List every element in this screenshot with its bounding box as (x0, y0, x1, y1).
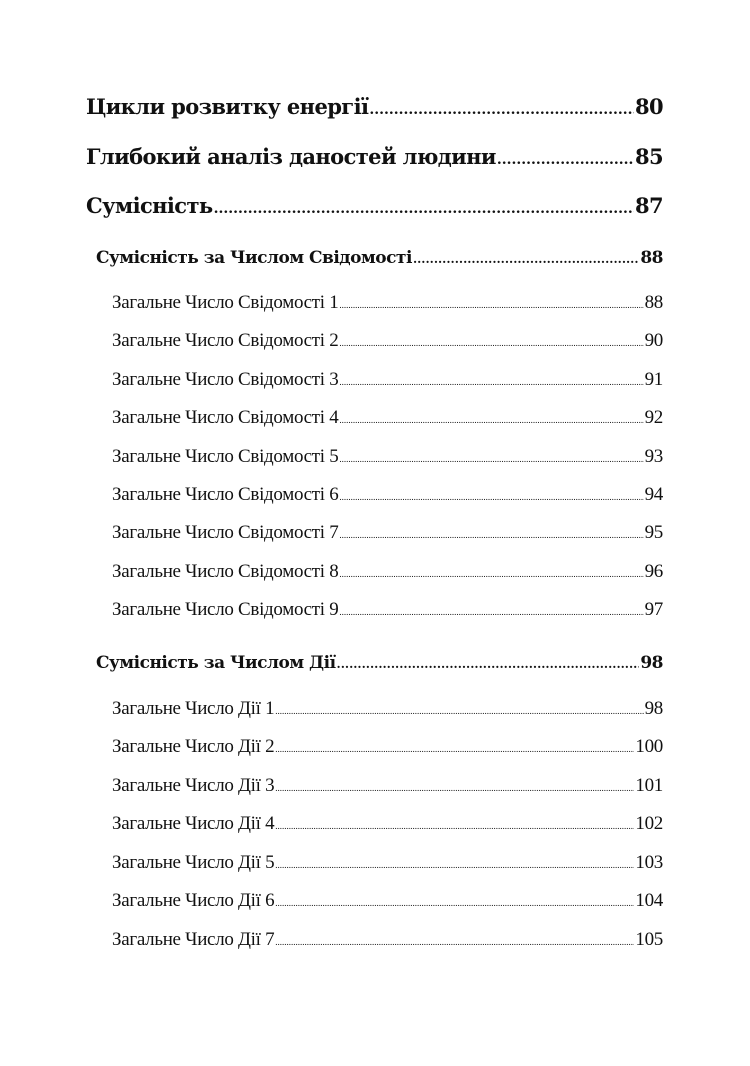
toc-entry-page: 88 (644, 292, 663, 313)
dot-leader (339, 377, 643, 387)
toc-entry-page: 98 (640, 653, 663, 673)
dot-leader (413, 252, 639, 266)
toc-entry-item[interactable] (112, 561, 663, 583)
toc-entry-page: 93 (644, 446, 663, 467)
dot-leader (275, 706, 643, 716)
toc-entry-item[interactable] (112, 698, 663, 720)
dot-leader (339, 415, 643, 425)
toc-entry-item[interactable] (112, 330, 663, 352)
dot-leader (339, 338, 643, 348)
dot-leader (339, 300, 643, 310)
toc-entry-item[interactable] (112, 446, 663, 468)
toc-entry-title: Сумісність за Числом Свідомості (96, 248, 412, 268)
toc-entry-title: Загальне Число Дії 2 (112, 736, 275, 757)
toc-entry-page: 98 (644, 698, 663, 719)
toc-entry-chapter[interactable] (86, 193, 663, 218)
toc-entry-item[interactable] (112, 813, 663, 835)
dot-leader (275, 937, 634, 947)
toc-entry-title: Цикли розвитку енергії (86, 94, 369, 119)
toc-entry-item[interactable] (112, 890, 663, 912)
toc-entry-title: Загальне Число Дії 1 (112, 698, 275, 719)
toc-entry-title: Загальне Число Свідомості 7 (112, 522, 339, 543)
dot-leader (339, 569, 643, 579)
dot-leader (337, 657, 640, 671)
toc-entry-page: 97 (644, 599, 663, 620)
dot-leader (369, 102, 634, 118)
toc-entry-page: 105 (635, 929, 663, 950)
dot-leader (275, 783, 634, 793)
toc-entry-page: 85 (634, 144, 663, 169)
dot-leader (275, 860, 634, 870)
toc-entry-page: 87 (634, 193, 663, 218)
toc-entry-page: 100 (635, 736, 663, 757)
toc-entry-title: Загальне Число Свідомості 5 (112, 446, 339, 467)
toc-entry-page: 94 (644, 484, 663, 505)
toc-entry-item[interactable] (112, 852, 663, 874)
dot-leader (339, 530, 643, 540)
toc-entry-page: 104 (635, 890, 663, 911)
toc-entry-item[interactable] (112, 369, 663, 391)
toc-entry-title: Загальне Число Свідомості 2 (112, 330, 339, 351)
toc-entry-title: Сумісність за Числом Дії (96, 653, 336, 673)
toc-entry-page: 103 (635, 852, 663, 873)
toc-entry-item[interactable] (112, 407, 663, 429)
toc-entry-chapter[interactable] (86, 94, 663, 119)
toc-entry-page: 101 (635, 775, 663, 796)
toc-entry-item[interactable] (112, 736, 663, 758)
toc-entry-title: Загальне Число Свідомості 1 (112, 292, 339, 313)
toc-entry-item[interactable] (112, 599, 663, 621)
toc-entry-title: Глибокий аналіз даностей людини (86, 144, 496, 169)
toc-entry-page: 91 (644, 369, 663, 390)
toc-entry-title: Загальне Число Дії 5 (112, 852, 275, 873)
dot-leader (339, 492, 643, 502)
dot-leader (275, 821, 634, 831)
toc-entry-section[interactable] (96, 653, 663, 673)
toc-entry-page: 96 (644, 561, 663, 582)
toc-entry-item[interactable] (112, 484, 663, 506)
toc-entry-title: Загальне Число Свідомості 9 (112, 599, 339, 620)
toc-entry-page: 102 (635, 813, 663, 834)
toc-entry-section[interactable] (96, 248, 663, 268)
toc-entry-title: Загальне Число Дії 7 (112, 929, 275, 950)
toc-entry-page: 95 (644, 522, 663, 543)
toc-entry-title: Загальне Число Свідомості 8 (112, 561, 339, 582)
toc-entry-title: Загальне Число Дії 3 (112, 775, 275, 796)
toc-entry-title: Сумісність (86, 193, 213, 218)
toc-entry-chapter[interactable] (86, 144, 663, 169)
toc-entry-title: Загальне Число Дії 4 (112, 813, 275, 834)
toc-entry-page: 80 (634, 94, 663, 119)
dot-leader (275, 744, 634, 754)
dot-leader (339, 454, 643, 464)
toc-entry-title: Загальне Число Дії 6 (112, 890, 275, 911)
toc-entry-title: Загальне Число Свідомості 4 (112, 407, 339, 428)
dot-leader (275, 898, 634, 908)
toc-entry-item[interactable] (112, 775, 663, 797)
toc-entry-page: 88 (640, 248, 663, 268)
toc-entry-page: 92 (644, 407, 663, 428)
toc-entry-item[interactable] (112, 292, 663, 314)
toc-entry-item[interactable] (112, 522, 663, 544)
toc-entry-title: Загальне Число Свідомості 6 (112, 484, 339, 505)
dot-leader (339, 607, 643, 617)
toc-entry-page: 90 (644, 330, 663, 351)
dot-leader (497, 152, 634, 168)
toc-entry-item[interactable] (112, 929, 663, 951)
toc-entry-title: Загальне Число Свідомості 3 (112, 369, 339, 390)
dot-leader (214, 201, 634, 217)
